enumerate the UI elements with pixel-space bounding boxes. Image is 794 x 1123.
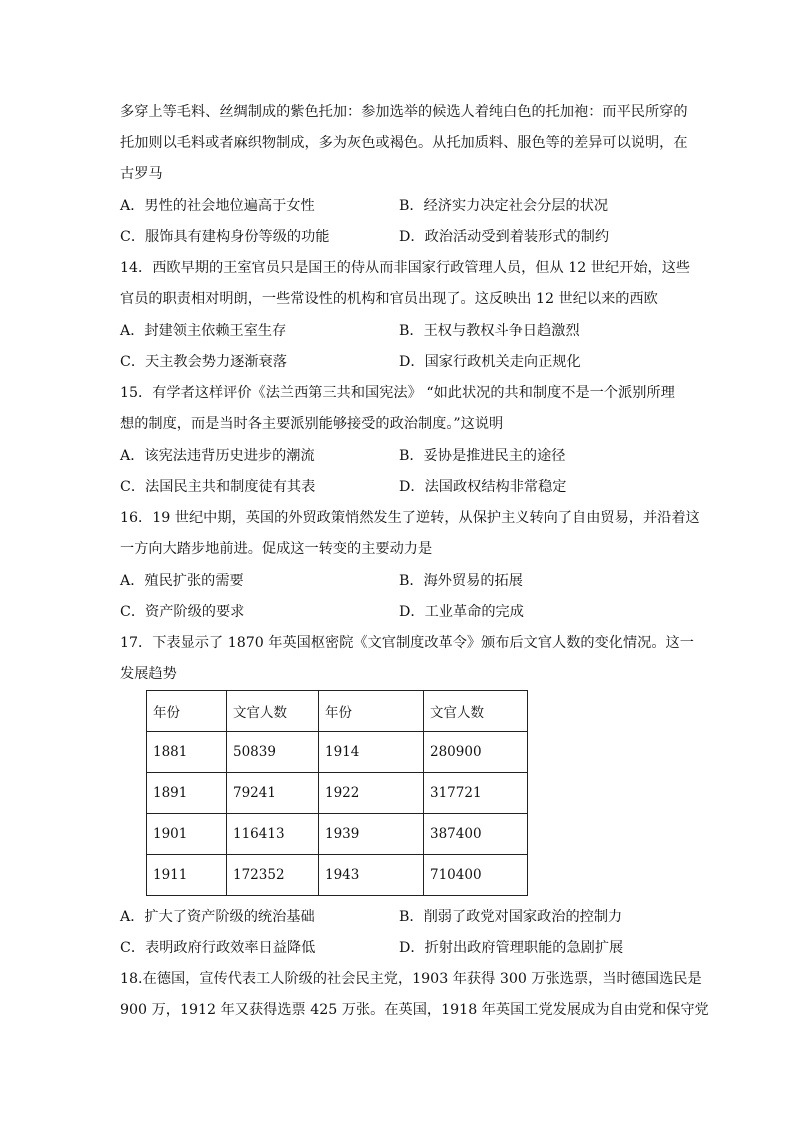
table-row: [147, 855, 528, 896]
table-row: [147, 732, 528, 773]
q17-option-a: A．扩大了资产阶级的统治基础: [120, 909, 315, 925]
q16-stem-line-2: 一方向大踏步地前进。促成这一转变的主要动力是: [120, 541, 433, 557]
table-cell: 1914: [319, 732, 424, 773]
q15-option-a: A．该宪法违背历史进步的潮流: [120, 448, 315, 464]
table-row: [147, 773, 528, 814]
table-cell: 172352: [227, 855, 319, 896]
civil-servant-table: [146, 690, 528, 896]
table-cell: 1922: [319, 773, 424, 814]
q14-stem-line-2: 官员的职责相对明朗，一些常设性的机构和官员出现了。这反映出 12 世纪以来的西欧: [120, 291, 658, 307]
q16-option-d: D．工业革命的完成: [399, 604, 524, 620]
table-cell: 710400: [424, 855, 528, 896]
table-cell: 1943: [319, 855, 424, 896]
q15-stem-line-2: 想的制度，而是当时各主要派别能够接受的政治制度。”这说明: [120, 416, 504, 432]
q17-option-b: B．削弱了政党对国家政治的控制力: [399, 909, 623, 925]
q13-stem-line-2: 托加则以毛料或者麻织物制成，多为灰色或褐色。从托加质料、服色等的差异可以说明，在: [120, 135, 688, 151]
q15-stem-line-1: 15．有学者这样评价《法兰西第三共和国宪法》 “如此状况的共和制度不是一个派别所理: [120, 385, 675, 401]
table-cell: 116413: [227, 814, 319, 855]
table-header-cell: 文官人数: [424, 691, 528, 732]
table-header-cell: 年份: [147, 691, 227, 732]
q16-option-c: C．资产阶级的要求: [120, 604, 245, 620]
q13-option-a: A．男性的社会地位遍高于女性: [120, 198, 315, 214]
table-cell: 280900: [424, 732, 528, 773]
q17-option-d: D．折射出政府管理职能的急剧扩展: [399, 940, 624, 956]
q16-stem-line-1: 16．19 世纪中期，英国的外贸政策悄然发生了逆转，从保护主义转向了自由贸易，并沿着这: [120, 510, 700, 526]
q14-option-b: B．王权与教权斗争日趋激烈: [399, 323, 580, 339]
table-header-cell: 年份: [319, 691, 424, 732]
q14-option-a: A．封建领主依赖王室生存: [120, 323, 287, 339]
q13-option-d: D．政治活动受到着装形式的制约: [399, 229, 610, 245]
q13-stem-line-1: 多穿上等毛料、丝绸制成的紫色托加：参加选举的候选人着纯白色的托加袍：而平民所穿的: [120, 104, 688, 120]
q17-option-c: C．表明政府行政效率日益降低: [120, 940, 316, 956]
table-cell: 1939: [319, 814, 424, 855]
q18-stem-line-2: 900 万，1912 年又获得选票 425 万张。在英国，1918 年英国工党发展成为自由党和保守党: [120, 1002, 709, 1018]
table-cell: 387400: [424, 814, 528, 855]
q14-stem-line-1: 14．西欧早期的王室官员只是国王的侍从而非国家行政管理人员，但从 12 世纪开始，这些: [120, 260, 691, 276]
q14-option-c: C．天主教会势力逐渐衰落: [120, 354, 287, 370]
q13-option-c: C．服饰具有建构身份等级的功能: [120, 229, 330, 245]
q13-option-b: B．经济实力决定社会分层的状况: [399, 198, 609, 214]
q14-option-d: D．国家行政机关走向正规化: [399, 354, 581, 370]
q16-option-a: A．殖民扩张的需要: [120, 573, 244, 589]
q18-stem-line-1: 18.在德国，宣传代表工人阶级的社会民主党，1903 年获得 300 万张选票，当时德国选民是: [120, 971, 702, 987]
table-header-cell: 文官人数: [227, 691, 319, 732]
q16-option-b: B．海外贸易的拓展: [399, 573, 523, 589]
table-cell: 50839: [227, 732, 319, 773]
q15-option-c: C．法国民主共和制度徒有其表: [120, 479, 316, 495]
table-header-row: [147, 691, 528, 732]
table-cell: 79241: [227, 773, 319, 814]
table-cell: 1901: [147, 814, 227, 855]
q15-option-d: D．法国政权结构非常稳定: [399, 479, 567, 495]
table-cell: 317721: [424, 773, 528, 814]
q13-stem-line-3: 古罗马: [120, 166, 163, 182]
table-row: [147, 814, 528, 855]
q17-stem-line-2: 发展趋势: [120, 666, 177, 682]
q15-option-b: B．妥协是推进民主的途径: [399, 448, 566, 464]
table-cell: 1891: [147, 773, 227, 814]
q17-stem-line-1: 17．下表显示了 1870 年英国枢密院《文官制度改革令》颁布后文官人数的变化情况。这一: [120, 635, 694, 651]
table-cell: 1911: [147, 855, 227, 896]
table-cell: 1881: [147, 732, 227, 773]
